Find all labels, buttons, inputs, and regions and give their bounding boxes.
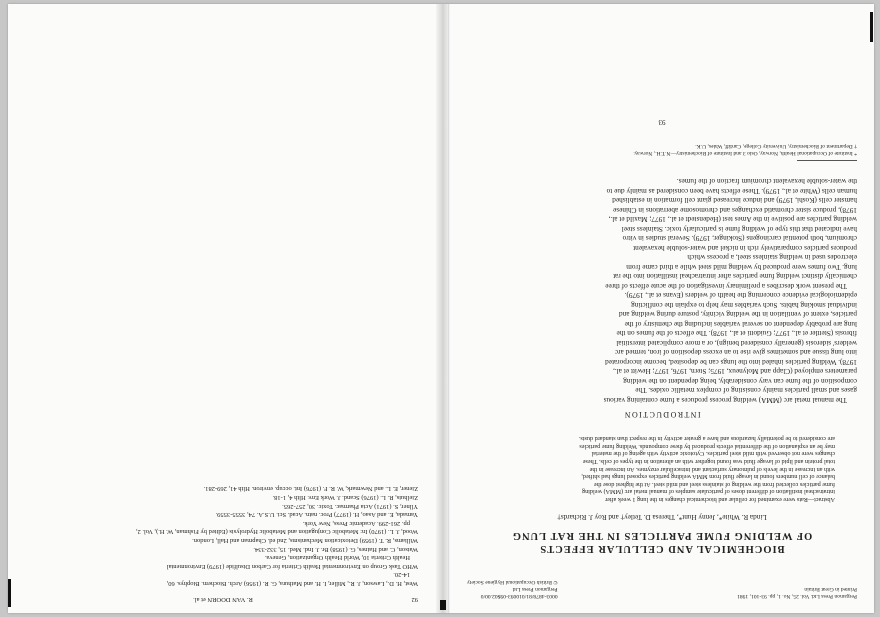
left-page-rotated-content bbox=[8, 4, 438, 613]
reference-line: Yamada, E. and Asao, H. (1977) Proc. natn. Acad. Sci. U.S.A. 74, 3555-3559. bbox=[215, 511, 418, 519]
body-line: the water-soluble hexavalent chromium fraction of the fumes. bbox=[676, 177, 857, 187]
right-page bbox=[448, 4, 875, 613]
right-page-number: 93 bbox=[658, 118, 666, 126]
journal-issn: 0003-4878/81/010093-09$02.00/0 bbox=[480, 593, 558, 599]
abstract-line: may be an explanation of the differential effects produced by these compounds. Welding fume particles bbox=[579, 442, 835, 450]
reference-line: Watson, C. and Haines, G. (1958) Br. J. Ind. Med. 15, 332-334. bbox=[253, 545, 418, 553]
body-line: chemically distinct welding fume particles after intratracheal instillation into the rat bbox=[613, 272, 857, 282]
article-title-line: OF WELDING FUME PARTICLES IN THE RAT LUNG bbox=[511, 530, 813, 541]
article-title-line: BIOCHEMICAL AND CELLULAR EFFECTS bbox=[539, 543, 785, 554]
left-page bbox=[8, 4, 438, 613]
reference-line: Wood, J. L. (1970) In: Metabolic Conjugation and Metabolic Hydrolysis (Edited by Fishman, W. H.), Vol. 2, bbox=[135, 528, 418, 536]
body-line: parameters employed (Clapp and Molyneux, 1975; Stern, 1976, 1977; Hewitt et al., bbox=[613, 367, 857, 377]
reference-line: WHO Task Group on Environmental Health Criteria for Carbon Disulfide (1979) Environmental bbox=[166, 562, 418, 570]
abstract-line: balance of cell numbers found in lavage fluid from MMA welding particles exposed lungs had shifted, bbox=[581, 473, 835, 481]
abstract-line: changes were not observed with mild steel particles. Cytotoxic activity with ageing of the material bbox=[591, 450, 835, 458]
footnote-rule bbox=[797, 160, 857, 161]
abstract-line: Abstract—Rats were examined for cellular and biochemical changes in the lung 1 week after bbox=[604, 496, 835, 503]
journal-header bbox=[467, 579, 857, 599]
reference-line: Williams, R. T. (1959) Detoxication Mechanisms, 2nd ed. Chapman and Hall, London. bbox=[192, 537, 418, 545]
body-line: fibrosis (Stettler et al., 1977; Guidotti et al., 1978). The effects of the fumes on the bbox=[616, 329, 857, 339]
body-line: The present work describes a preliminary investigation of the acute effects of three bbox=[605, 282, 847, 291]
right-page-rotated-content bbox=[449, 4, 875, 613]
body-line: The manual metal arc (MMA) welding process produces a fume containing various bbox=[603, 396, 847, 405]
abstract-line: fume particles collected from the welding of stainless steel and mild steel. At the highest dose the bbox=[593, 480, 835, 488]
abstract-line: intratracheal instillation of different doses of particulate samples of manual metal arc (MMA) welding bbox=[582, 488, 835, 496]
reference-list bbox=[23, 484, 418, 587]
footnote: † Department of Biochemistry, University College, Cardiff, Wales, U.K. bbox=[695, 143, 857, 149]
scan-edge-mark-right bbox=[870, 12, 873, 42]
body-line: welding particles are positive in the Ames test (Hedenstedt et al., 1977; Maxild et al., bbox=[608, 215, 857, 225]
abstract-line: total protein and lipid of lavage fluid was found together with an alteration in the types of cells. These bbox=[582, 458, 835, 466]
journal-citation: Pergamon Press Ltd. Vol. 25, No. 1, pp. 93-101, 1981 bbox=[737, 593, 857, 599]
reference-line: Ziener, E. L. and Newmark, W. R. F. (1976) Int. occup. environ. Hlth 41, 269-281. bbox=[203, 485, 418, 493]
article-title bbox=[459, 529, 865, 555]
reference-line: Health Criteria 10, World Health Organization, Geneva. bbox=[264, 554, 410, 562]
body-line: lung. Two fumes were produced by welding mild steel while a third came from bbox=[626, 263, 857, 272]
journal-copyright: © British Occupational Hygiene Society bbox=[467, 579, 558, 585]
body-line: electrodes used in welding stainless steel, a process which bbox=[687, 253, 857, 263]
document-spread bbox=[8, 4, 874, 613]
abstract bbox=[487, 435, 835, 503]
body-line: particles, extent of ventilation in the welding vicinity, posture during welding and bbox=[618, 310, 857, 320]
scan-gutter-mark bbox=[440, 600, 446, 610]
reference-line: West, H. D., Lawson, J. R., Miller, I. H. and Mathura, G. R. (1956) Arch. Biochem. Biophys. 60, bbox=[166, 580, 418, 587]
body-line: chromium, both potential carcinogens (Stokinger, 1979). Several studies in vitro bbox=[622, 234, 857, 244]
body-line: into lung tissue and sometimes give rise to an excess deposition of iron, termed arc bbox=[614, 348, 857, 358]
journal-printed-in: Printed in Great Britain bbox=[804, 586, 857, 592]
journal-publisher: Pergamon Press Ltd bbox=[512, 586, 558, 592]
body-line: hamster cells (Koshi, 1979) and induce increased giant cell formation in established bbox=[612, 196, 857, 206]
body-line: individual smoking habits. Such variables may help to explain the conflicting bbox=[631, 301, 857, 310]
footnotes bbox=[467, 142, 857, 156]
introduction-body bbox=[467, 177, 857, 405]
body-line: gases and small particles mainly consisting of complex metallic oxides. The bbox=[635, 386, 857, 396]
left-page-number: 92 bbox=[411, 596, 418, 603]
body-line: composition of the fume can vary considerably, being dependent on the welding bbox=[623, 377, 857, 386]
abstract-line: are considered to be potentially hazardous and have a greater activity in the respect than standard dusts. bbox=[578, 435, 835, 443]
body-line: welders' siderosis (generally considered benign), or a more complicated interstitial bbox=[616, 339, 857, 348]
body-line: have indicated that this type of welding fume is particularly toxic. Stainless steel bbox=[621, 225, 857, 234]
reference-line: Yllner, S. (1971) Acta Pharmac. Toxic. 30, 257-265. bbox=[282, 502, 418, 510]
body-line: 1978), produce sister chromatid exchanges and chromosome aberrations in Chinese bbox=[613, 206, 857, 215]
body-line: 1978). Welding particles inhaled into the lungs can be deposited, become incorporated bbox=[605, 358, 857, 367]
footnote: * Institute of Occupational Health, Norway, Oslo 3 and Institute of Biochemistry—N.T.H., Norway. bbox=[633, 150, 857, 156]
abstract-line: with an increase in the levels of pulmonary surfactant and intracellular enzymes. An increase in the bbox=[589, 465, 835, 473]
left-running-header: R. VAN DOORN et al. bbox=[193, 596, 253, 603]
scan-edge-mark-left bbox=[8, 579, 11, 607]
reference-line: Zielhuis, R. L. (1976) Scand. J. Work Env. Hlth 4, 1-18. bbox=[272, 494, 418, 502]
reference-line: pp. 261-299. Academic Press, New York. bbox=[302, 519, 410, 527]
reference-line: 14-20. bbox=[393, 571, 410, 579]
body-line: lung are probably dependent on several variables including the chemistry of the bbox=[624, 320, 857, 329]
body-line: human cells (White et al., 1979). These effects have been considered as mainly due to bbox=[606, 187, 857, 196]
body-line: produces particles comparatively rich in nickel and water-soluble hexavalent bbox=[633, 244, 857, 253]
introduction-heading: INTRODUCTION bbox=[623, 410, 701, 419]
article-authors: Linda R. White*, Jenny Hunt*, Theresa D. Tetley† and Roy J. Richards† bbox=[557, 513, 767, 521]
body-line: epidemiological evidence concerning the health of welders (Evans et al., 1979). bbox=[624, 291, 857, 301]
